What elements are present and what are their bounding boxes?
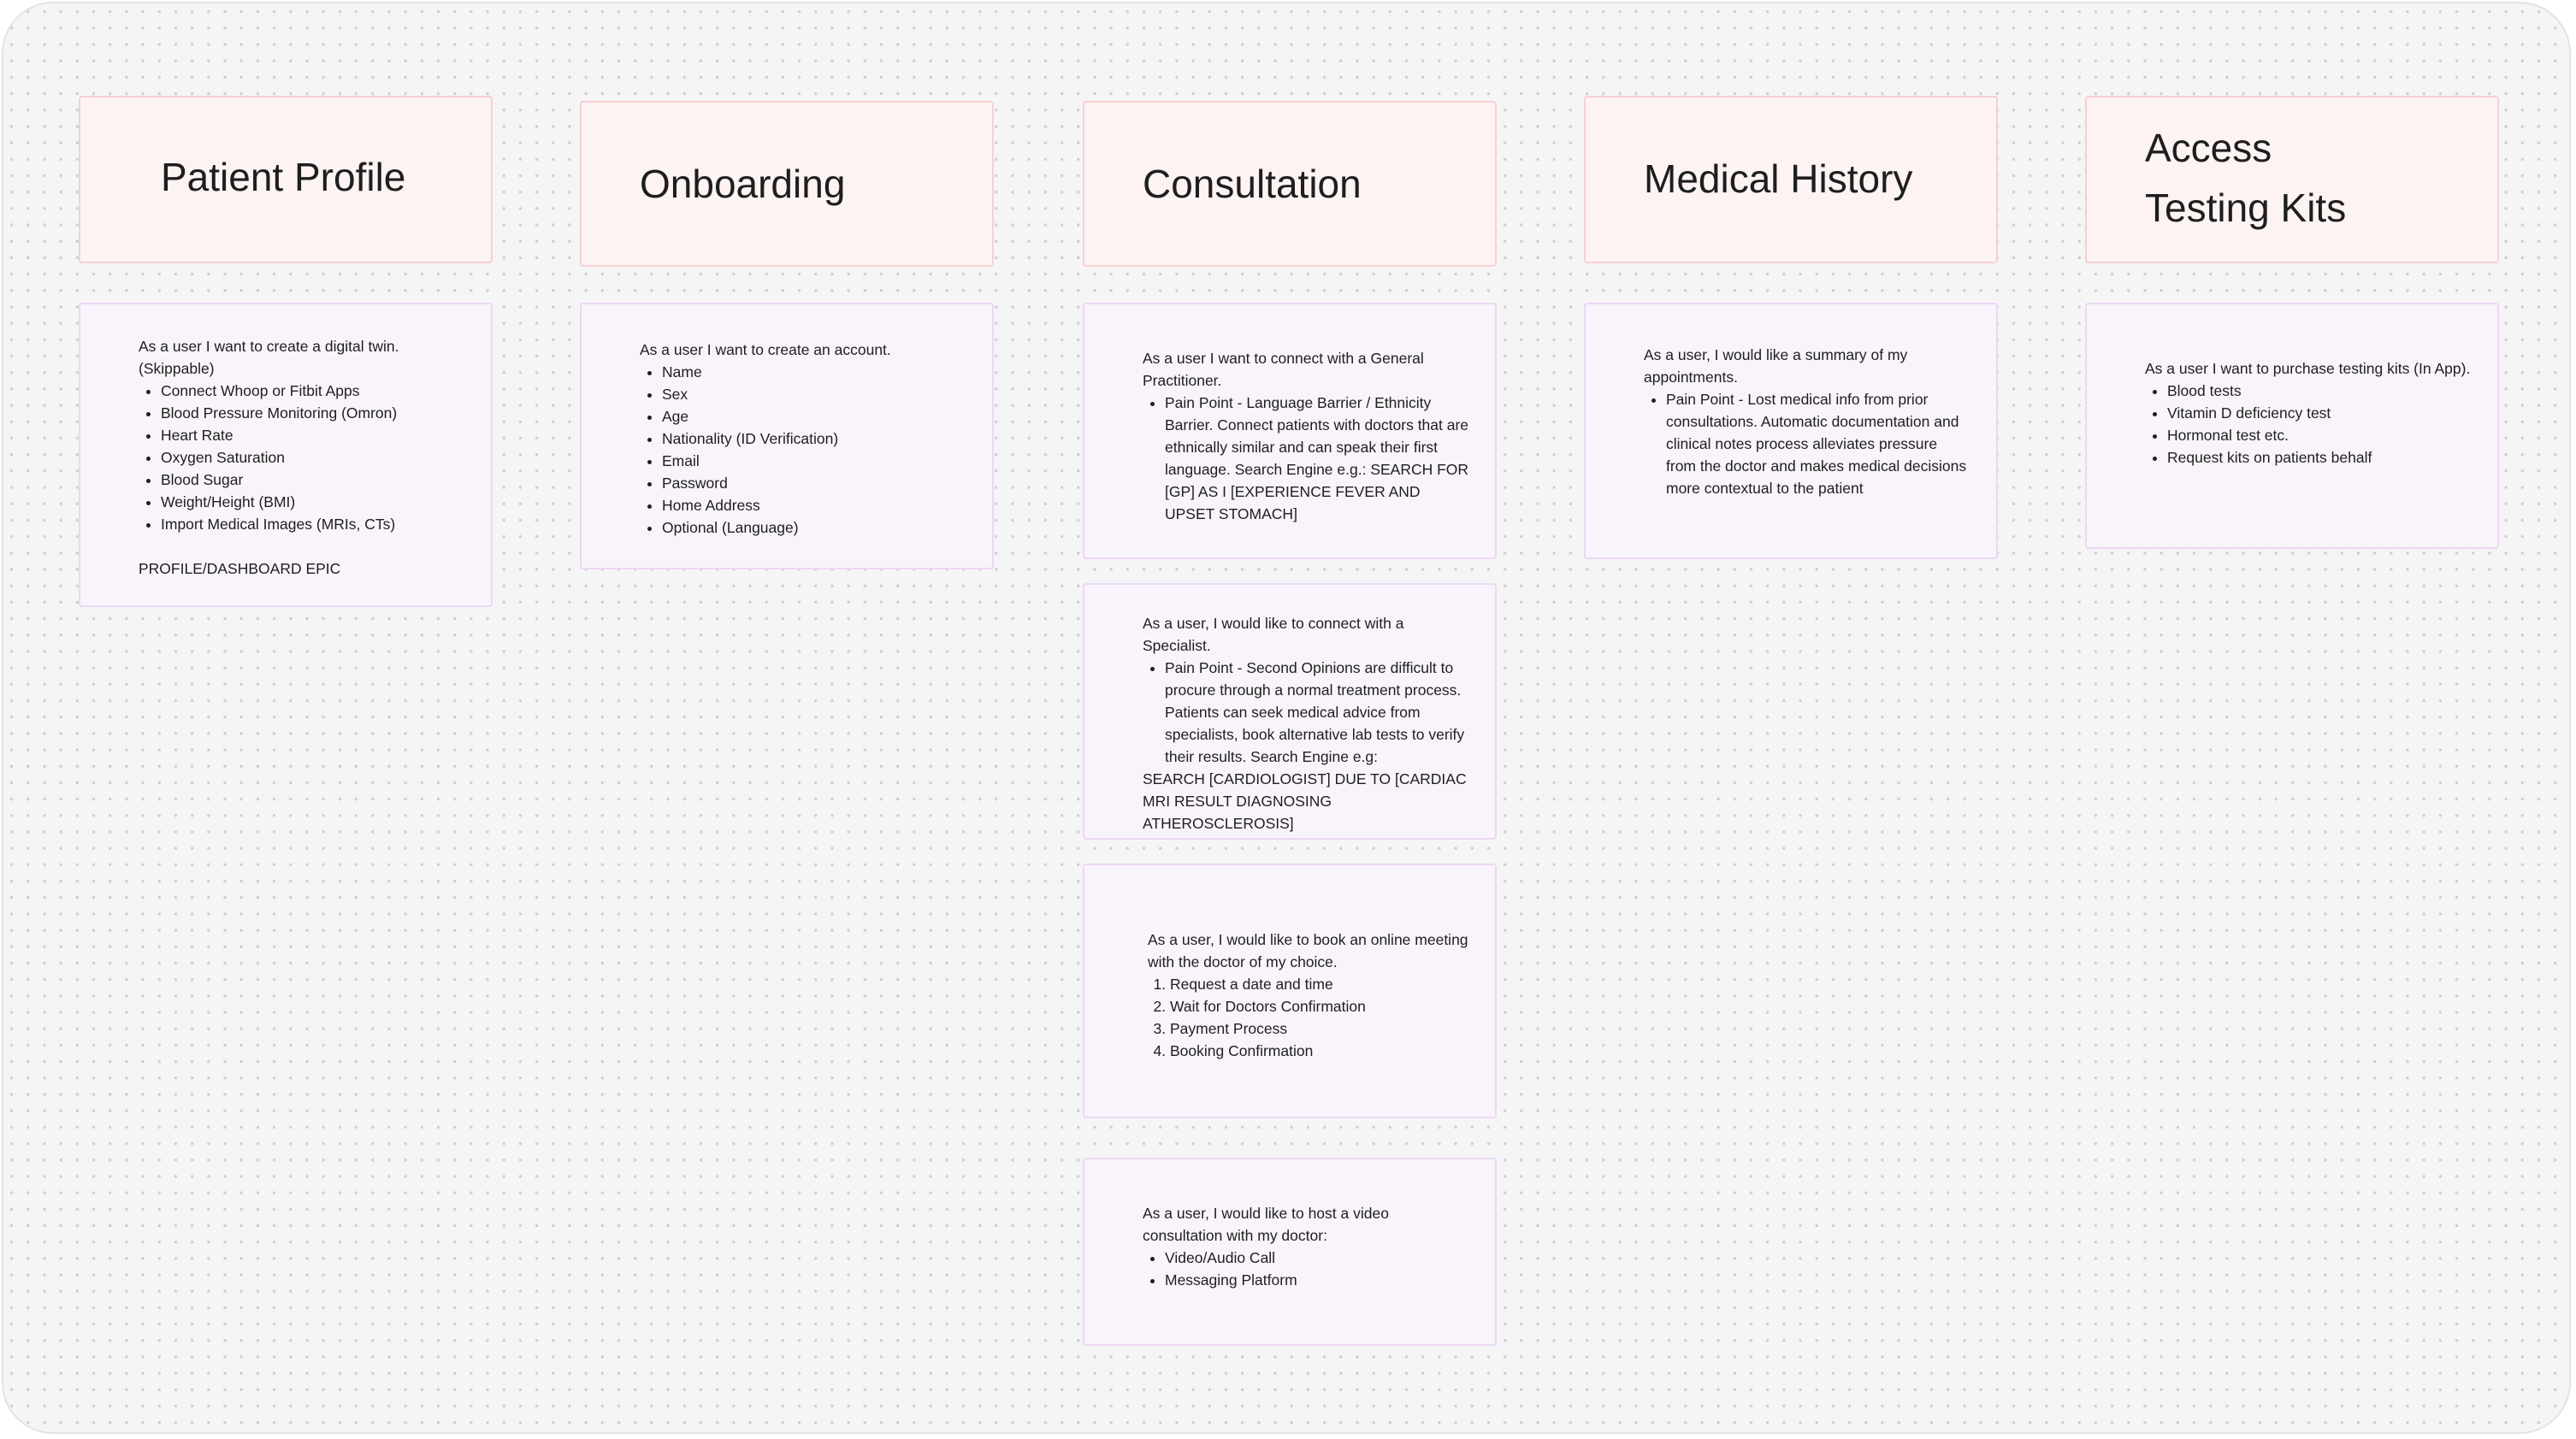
card-bullet-list <box>1143 657 1469 768</box>
column-title: Consultation <box>1143 162 1362 206</box>
story-card-video-consultation[interactable] <box>1083 1158 1497 1346</box>
list-item: • Weight/Height (BMI) <box>161 491 465 513</box>
card-bullet-list <box>2145 380 2472 469</box>
list-item: • Oxygen Saturation <box>161 446 465 469</box>
card-bullet-list <box>1644 388 1970 499</box>
list-item: • Hormonal test etc. <box>2167 424 2472 446</box>
card-step-list <box>1148 973 1469 1062</box>
card-intro: As a user I want to create an account. <box>640 341 891 358</box>
list-item: • Password <box>662 472 966 494</box>
list-item: • Video/Audio Call <box>1165 1247 1469 1269</box>
list-item: • Age <box>662 405 966 428</box>
list-item: • Name <box>662 361 966 383</box>
list-item: • Vitamin D deficiency test <box>2167 402 2472 424</box>
column-header-medical-history[interactable] <box>1584 96 1998 263</box>
card-intro: As a user I want to purchase testing kits (In App). <box>2145 360 2471 377</box>
story-card-book-meeting[interactable] <box>1083 864 1497 1118</box>
column-header-consultation[interactable] <box>1083 101 1497 267</box>
card-bullet-list <box>1143 1247 1469 1291</box>
story-card-digital-twin[interactable] <box>79 303 493 607</box>
list-item: • Import Medical Images (MRIs, CTs) <box>161 513 465 535</box>
card-intro: As a user, I would like to connect with a Specialist. <box>1143 615 1404 654</box>
list-item: 3. Payment Process <box>1170 1017 1469 1040</box>
card-intro: As a user, I would like to book an online meeting with the doctor of my choice. <box>1148 931 1468 970</box>
column-header-onboarding[interactable] <box>580 101 994 267</box>
column-title: Access Testing Kits <box>2145 126 2347 230</box>
list-item: • Pain Point - Second Opinions are difficult to procure through a normal treatment process. Patients can seek medical advice from specialists, book alternative lab tests to verify their results. Search Engine e.g: <box>1165 657 1469 768</box>
list-item: • Nationality (ID Verification) <box>662 428 966 450</box>
list-item: • Blood tests <box>2167 380 2472 402</box>
column-title: Medical History <box>1644 156 1913 201</box>
card-intro: As a user, I would like to host a video consultation with my doctor: <box>1143 1205 1389 1244</box>
column-title: Onboarding <box>640 162 846 206</box>
story-card-general-practitioner[interactable] <box>1083 303 1497 559</box>
list-item: • Optional (Language) <box>662 516 966 539</box>
list-item: • Pain Point - Lost medical info from prior consultations. Automatic documentation and clinical notes process alleviates pressure from the doctor and makes medical decisions more contextual to the patient <box>1666 388 1970 499</box>
list-item: • Sex <box>662 383 966 405</box>
card-intro: As a user I want to connect with a General Practitioner. <box>1143 350 1424 389</box>
epic-label: PROFILE/DASHBOARD EPIC <box>139 560 341 577</box>
column-header-testing-kits[interactable] <box>2085 96 2499 263</box>
column-title: Patient Profile <box>161 155 406 199</box>
list-item: 2. Wait for Doctors Confirmation <box>1170 995 1469 1017</box>
list-item: • Home Address <box>662 494 966 516</box>
list-item: • Messaging Platform <box>1165 1269 1469 1291</box>
card-bullet-list <box>640 361 966 539</box>
card-bullet-list <box>1143 392 1469 525</box>
story-card-create-account[interactable] <box>580 303 994 569</box>
list-item: • Blood Pressure Monitoring (Omron) <box>161 402 465 424</box>
list-item: • Connect Whoop or Fitbit Apps <box>161 380 465 402</box>
list-item: • Pain Point - Language Barrier / Ethnicity Barrier. Connect patients with doctors that are ethnically similar and can speak their first language. Search Engine e.g.: SEARCH FOR [GP] AS I [EXPERIENCE FEVER AND UPSET STOMACH] <box>1165 392 1469 525</box>
column-header-patient-profile[interactable] <box>79 96 493 263</box>
card-intro: As a user, I would like a summary of my appointments. <box>1644 346 1908 386</box>
list-item: 1. Request a date and time <box>1170 973 1469 995</box>
whiteboard-canvas[interactable] <box>2 2 2571 1434</box>
card-intro: As a user I want to create a digital twin. (Skippable) <box>139 338 399 377</box>
list-item: • Email <box>662 450 966 472</box>
story-card-purchase-kits[interactable] <box>2085 303 2499 549</box>
list-item: • Blood Sugar <box>161 469 465 491</box>
list-item: • Request kits on patients behalf <box>2167 446 2472 469</box>
list-item: 4. Booking Confirmation <box>1170 1040 1469 1062</box>
search-example: SEARCH [CARDIOLOGIST] DUE TO [CARDIAC MRI RESULT DIAGNOSING ATHEROSCLEROSIS] <box>1143 770 1467 832</box>
card-bullet-list <box>139 380 465 535</box>
story-card-specialist[interactable] <box>1083 583 1497 840</box>
list-item: • Heart Rate <box>161 424 465 446</box>
story-card-appointment-summary[interactable] <box>1584 303 1998 559</box>
